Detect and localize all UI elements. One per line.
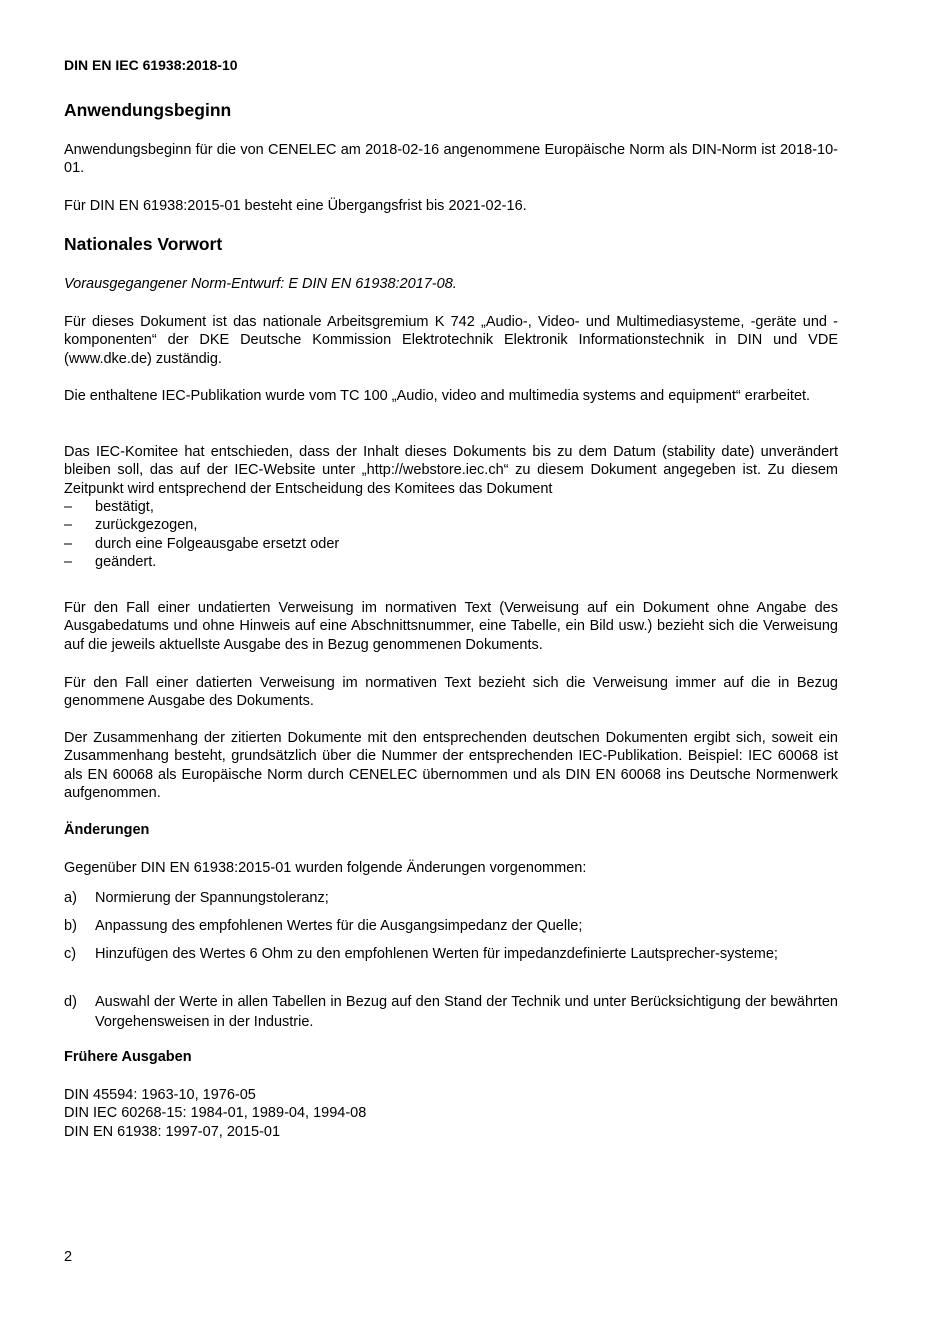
paragraph-iec-komitee: Das IEC-Komitee hat entschieden, dass der Inhalt dieses Dokuments bis zu dem Datum (stability date) unverändert bleiben soll, das auf der IEC-Website unter „http://webstore.iec.ch“ zu diesem Dokument angegeben ist. Zu diesem Zeitpunkt wird entsprechend der Entscheidung des Komitees das Dokument (64, 444, 838, 497)
dash-marker: – (64, 499, 73, 515)
paragraph-anwendungsbeginn: Anwendungsbeginn für die von CENELEC am 2018-02-16 angenommene Europäische Norm als DIN-Norm ist 2018-10-01. (64, 142, 838, 177)
dash-marker: – (64, 517, 73, 533)
list-item: – zurückgezogen, (64, 517, 198, 533)
list-item: – geändert. (64, 554, 157, 570)
section-title-nationales-vorwort: Nationales Vorwort (64, 234, 223, 254)
paragraph-norm-entwurf: Vorausgegangener Norm-Entwurf: E DIN EN 61938:2017-08. (64, 276, 457, 292)
section-title-aenderungen: Änderungen (64, 822, 150, 838)
list-item: d) Auswahl der Werte in allen Tabellen in Bezug auf den Stand der Technik und unter Berücksichtigung der bewährten Vorgehensweisen in der Industrie. (64, 994, 838, 1030)
paragraph-arbeitsgremium: Für dieses Dokument ist das nationale Arbeitsgremium K 742 „Audio-, Video- und Multimediasysteme, -geräte und -komponenten“ der DKE Deutsche Kommission Elektrotechnik Elektronik Informationstechnik in DIN und VDE (www.dke.de) zuständig. (64, 314, 838, 367)
previous-edition-line: DIN 45594: 1963-10, 1976-05 (64, 1087, 256, 1103)
previous-edition-line: DIN IEC 60268-15: 1984-01, 1989-04, 1994-08 (64, 1105, 367, 1121)
previous-edition-line: DIN EN 61938: 1997-07, 2015-01 (64, 1124, 281, 1140)
paragraph-datierte-verweisung: Für den Fall einer datierten Verweisung im normativen Text bezieht sich die Verweisung immer auf die in Bezug genommene Ausgabe des Dokuments. (64, 675, 838, 710)
dash-marker: – (64, 536, 73, 552)
section-title-anwendungsbeginn: Anwendungsbeginn (64, 100, 232, 120)
list-item: a) Normierung der Spannungstoleranz; (64, 890, 329, 906)
list-item: b) Anpassung des empfohlenen Wertes für die Ausgangsimpedanz der Quelle; (64, 918, 583, 934)
page-number: 2 (64, 1249, 73, 1265)
list-item: c) Hinzufügen des Wertes 6 Ohm zu den empfohlenen Werten für impedanzdefinierte Lautsprecher-systeme; (64, 946, 778, 962)
paragraph-uebergangsfrist: Für DIN EN 61938:2015-01 besteht eine Übergangsfrist bis 2021-02-16. (64, 198, 527, 214)
section-title-fruehere-ausgaben: Frühere Ausgaben (64, 1049, 192, 1065)
paragraph-aenderungen-intro: Gegenüber DIN EN 61938:2015-01 wurden folgende Änderungen vorgenommen: (64, 860, 587, 876)
paragraph-undatierte-verweisung: Für den Fall einer undatierten Verweisung im normativen Text (Verweisung auf ein Dokument ohne Angabe des Ausgabedatums und ohne Hinweis auf eine Abschnittsnummer, eine Tabelle, ein Bild usw.) bezieht sich die Verweisung auf die jeweils aktuellste Ausgabe des in Bezug genommenen Dokuments. (64, 600, 838, 653)
dash-marker: – (64, 554, 73, 570)
paragraph-zusammenhang: Der Zusammenhang der zitierten Dokumente mit den entsprechenden deutschen Dokumenten ergibt sich, soweit ein Zusammenhang besteht, grundsätzlich über die Nummer der entsprechenden IEC-Publikation. Beispiel: IEC 60068 ist als EN 60068 als Europäische Norm durch CENELEC übernommen und als DIN EN 60068 ins Deutsche Normenwerk aufgenommen. (64, 730, 838, 801)
document-header: DIN EN IEC 61938:2018-10 (64, 57, 238, 73)
list-item: – bestätigt, (64, 499, 154, 515)
paragraph-iec-publikation: Die enthaltene IEC-Publikation wurde vom TC 100 „Audio, video and multimedia systems and equipment“ erarbeitet. (64, 388, 811, 404)
list-item: – durch eine Folgeausgabe ersetzt oder (64, 536, 340, 552)
